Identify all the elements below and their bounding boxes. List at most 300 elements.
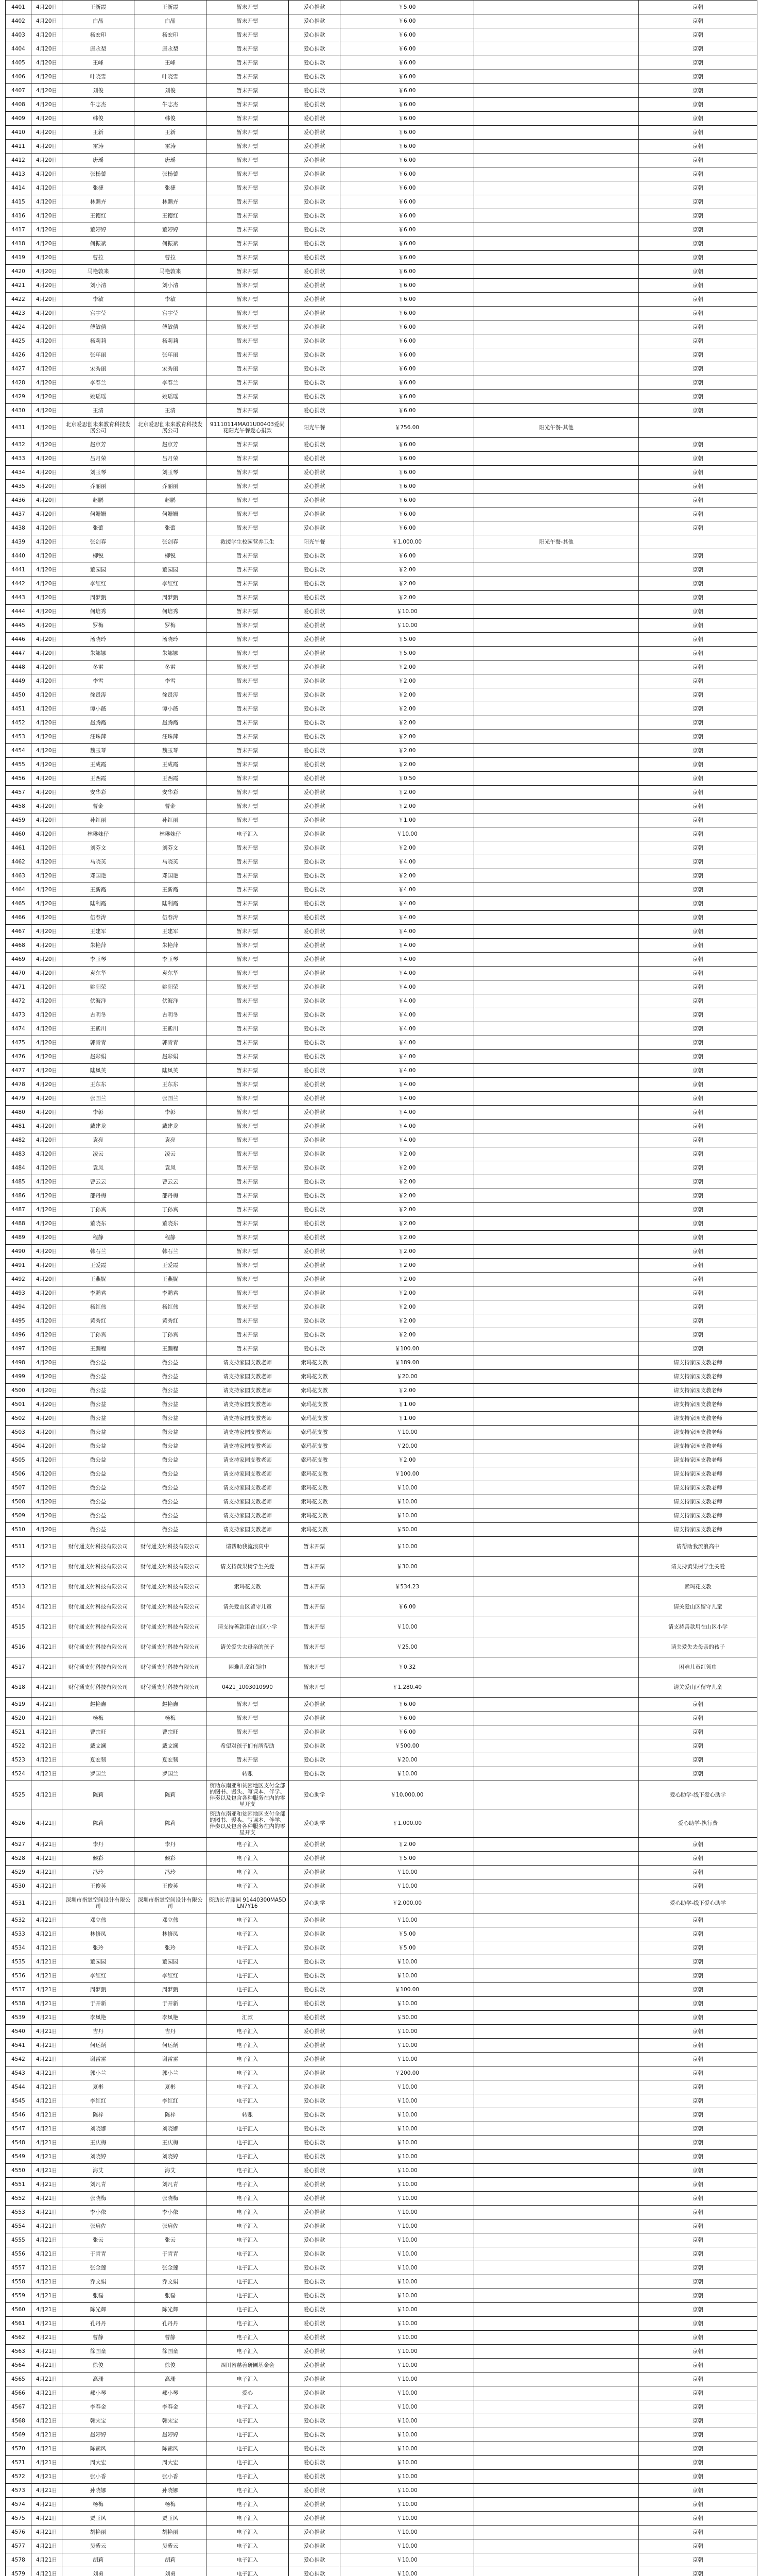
row-number: 4411 [6,140,31,154]
row-recipient: 张金莲 [134,2261,206,2275]
row-date: 4月20日 [31,1286,62,1300]
row-purpose: 爱心捐款 [289,2192,340,2206]
row-donor: 刘凡青 [62,2178,134,2192]
row-purpose: 暂未开票 [289,1537,340,1557]
row-summary: 0421_1003010990 [206,1677,289,1698]
row-number: 4413 [6,167,31,181]
row-amount: ￥10.00 [340,2567,474,2576]
row-number: 4426 [6,348,31,362]
table-row [6,1523,757,1537]
row-recipient: 戴建龙 [134,1120,206,1133]
row-remark: 京朝 [639,2108,757,2122]
row-number: 4439 [6,535,31,549]
row-summary: 暂未开票 [206,112,289,126]
row-donor: 戴文澜 [62,1739,134,1753]
row-purpose: 爱心捐款 [289,1969,340,1983]
row-allocation [474,1893,639,1913]
row-allocation [474,758,639,772]
row-number: 4528 [6,1852,31,1866]
row-remark: 京朝 [639,98,757,112]
row-summary: 暂未开票 [206,563,289,577]
row-purpose: 爱心捐款 [289,1711,340,1725]
row-donor: 韩宋宝 [62,2414,134,2428]
row-number: 4515 [6,1617,31,1637]
row-summary: 电子汇入 [206,2428,289,2442]
row-donor: 刘晓婷 [62,2150,134,2164]
row-summary: 暂未开票 [206,1,289,14]
row-date: 4月21日 [31,1657,62,1677]
row-number: 4551 [6,2178,31,2192]
table-row [6,42,757,56]
row-recipient: 财付通支付科技有限公司 [134,1617,206,1637]
row-purpose: 爱心捐款 [289,1120,340,1133]
row-purpose: 爱心捐款 [289,647,340,660]
row-amount: ￥2.00 [340,1245,474,1259]
row-remark: 京朝 [639,841,757,855]
row-purpose: 爱心捐款 [289,1314,340,1328]
row-remark: 京朝 [639,800,757,814]
row-date: 4月20日 [31,994,62,1008]
row-purpose: 索玛花支教 [289,1384,340,1398]
row-allocation [474,28,639,42]
row-recipient: 林修凤 [134,1927,206,1941]
row-recipient: 董园园 [134,563,206,577]
row-summary: 电子汇入 [206,2303,289,2317]
row-purpose: 索玛花支教 [289,1426,340,1439]
row-amount: ￥100.00 [340,1342,474,1356]
row-date: 4月21日 [31,1983,62,1997]
table-row [6,1008,757,1022]
row-remark: 京朝 [639,1078,757,1092]
row-recipient: 陈莉 [134,1809,206,1838]
table-row [6,480,757,494]
row-date: 4月20日 [31,660,62,674]
row-allocation [474,841,639,855]
row-summary: 电子汇入 [206,2512,289,2526]
row-date: 4月21日 [31,1879,62,1893]
row-remark: 京朝 [639,1342,757,1356]
table-row [6,418,757,438]
row-remark: 京朝 [639,1969,757,1983]
row-allocation [474,2498,639,2512]
row-summary: 暂未开票 [206,1120,289,1133]
row-number: 4565 [6,2372,31,2386]
row-number: 4534 [6,1941,31,1955]
row-remark: 请支持善款用在山区小学 [639,1617,757,1637]
row-summary: 暂未开票 [206,1342,289,1356]
row-date: 4月20日 [31,967,62,980]
row-date: 4月21日 [31,1809,62,1838]
row-allocation [474,744,639,758]
row-donor: 李春金 [62,2400,134,2414]
table-row [6,994,757,1008]
row-amount: ￥10.00 [340,1767,474,1781]
row-date: 4月20日 [31,1314,62,1328]
row-date: 4月20日 [31,1398,62,1412]
row-summary: 请支持家园支教老师 [206,1426,289,1439]
row-remark: 京朝 [639,2178,757,2192]
row-amount: ￥189.00 [340,1356,474,1370]
row-date: 4月20日 [31,251,62,265]
row-summary: 暂未开票 [206,605,289,619]
row-summary: 请帮助我流浪高中 [206,1537,289,1557]
row-amount: ￥6.00 [340,494,474,507]
row-date: 4月20日 [31,209,62,223]
row-date: 4月20日 [31,1161,62,1175]
row-allocation [474,1,639,14]
row-recipient: 微公益 [134,1509,206,1523]
row-date: 4月20日 [31,1300,62,1314]
row-date: 4月21日 [31,2178,62,2192]
row-recipient: 张磊 [134,2289,206,2303]
row-recipient: 傅敏倩 [134,320,206,334]
row-allocation [474,1913,639,1927]
row-purpose: 爱心捐款 [289,772,340,786]
row-recipient: 赵婷婷 [134,2428,206,2442]
row-purpose: 爱心捐款 [289,2108,340,2122]
row-donor: 王德红 [62,209,134,223]
table-row [6,14,757,28]
row-recipient: 刘俊 [134,84,206,98]
row-donor: 陆凤英 [62,1064,134,1078]
row-remark: 京朝 [639,140,757,154]
row-remark: 京朝 [639,2150,757,2164]
table-row [6,1133,757,1147]
row-amount: ￥4.00 [340,994,474,1008]
row-summary: 暂未开票 [206,939,289,953]
row-amount: ￥5.00 [340,1,474,14]
row-allocation [474,404,639,418]
row-recipient: 王紫川 [134,1022,206,1036]
row-allocation [474,563,639,577]
row-remark: 京朝 [639,452,757,466]
row-amount: ￥10.00 [340,2164,474,2178]
row-donor: 财付通支付科技有限公司 [62,1617,134,1637]
row-remark: 京朝 [639,1300,757,1314]
row-donor: 张杨蕾 [62,167,134,181]
row-donor: 王成霞 [62,758,134,772]
row-amount: ￥10.00 [340,2261,474,2275]
row-number: 4449 [6,674,31,688]
row-summary: 暂未开票 [206,98,289,112]
row-amount: ￥5.00 [340,647,474,660]
row-number: 4536 [6,1969,31,1983]
row-date: 4月21日 [31,1893,62,1913]
row-purpose: 爱心捐款 [289,2164,340,2178]
row-amount: ￥10.00 [340,2498,474,2512]
row-recipient: 张云 [134,2233,206,2247]
row-allocation [474,1008,639,1022]
row-amount: ￥6.00 [340,307,474,320]
row-remark: 京朝 [639,744,757,758]
row-purpose: 爱心捐款 [289,2136,340,2150]
row-remark: 京朝 [639,265,757,279]
row-amount: ￥6.00 [340,279,474,293]
row-recipient: 王西霞 [134,772,206,786]
row-recipient: 微公益 [134,1398,206,1412]
row-purpose: 索玛花支教 [289,1495,340,1509]
row-recipient: 北京爱思创未来教育科技发展公司 [134,418,206,438]
row-purpose: 爱心捐款 [289,2289,340,2303]
table-row [6,2053,757,2066]
row-donor: 刘芬文 [62,841,134,855]
row-date: 4月20日 [31,521,62,535]
row-remark: 京朝 [639,84,757,98]
row-purpose: 爱心捐款 [289,1698,340,1711]
row-allocation [474,1481,639,1495]
row-remark: 京朝 [639,154,757,167]
row-allocation [474,1781,639,1809]
row-number: 4465 [6,897,31,911]
row-allocation [474,772,639,786]
row-date: 4月21日 [31,2456,62,2470]
row-donor: 刘晓娜 [62,2122,134,2136]
row-summary: 暂未开票 [206,869,289,883]
row-allocation [474,2331,639,2345]
row-amount: ￥10.00 [340,2331,474,2345]
table-row [6,320,757,334]
row-remark: 京朝 [639,2303,757,2317]
row-allocation [474,1259,639,1273]
table-row [6,730,757,744]
row-allocation [474,390,639,404]
row-allocation [474,1852,639,1866]
row-donor: 赵鹏 [62,494,134,507]
row-allocation [474,2219,639,2233]
row-number: 4562 [6,2331,31,2345]
row-number: 4518 [6,1677,31,1698]
row-allocation [474,1147,639,1161]
row-purpose: 暂未开票 [289,1617,340,1637]
row-summary: 电子汇入 [206,827,289,841]
row-date: 4月20日 [31,1356,62,1370]
row-date: 4月20日 [31,897,62,911]
row-remark [639,535,757,549]
table-row [6,1997,757,2011]
row-purpose: 爱心捐款 [289,800,340,814]
row-allocation [474,1231,639,1245]
row-recipient: 财付通支付科技有限公司 [134,1537,206,1557]
row-purpose: 爱心捐款 [289,1725,340,1739]
row-recipient: 李小依 [134,2206,206,2219]
row-amount: ￥4.00 [340,1133,474,1147]
row-allocation [474,1092,639,1106]
row-date: 4月20日 [31,1050,62,1064]
row-purpose: 爱心捐款 [289,2080,340,2094]
row-date: 4月21日 [31,2512,62,2526]
row-recipient: 胡莉 [134,2553,206,2567]
row-date: 4月21日 [31,1941,62,1955]
row-summary: 电子汇入 [206,2066,289,2080]
table-row [6,716,757,730]
table-row [6,2289,757,2303]
table-row [6,390,757,404]
table-row [6,1698,757,1711]
table-row [6,535,757,549]
row-remark: 京朝 [639,1092,757,1106]
row-summary: 电子汇入 [206,2442,289,2456]
table-row [6,1838,757,1852]
row-summary: 暂未开票 [206,619,289,633]
table-row [6,2303,757,2317]
row-remark: 京朝 [639,1259,757,1273]
row-recipient: 林琳妹仔 [134,827,206,841]
row-recipient: 戴文澜 [134,1739,206,1753]
table-row [6,827,757,841]
row-donor: 曹云云 [62,1175,134,1189]
row-date: 4月21日 [31,2261,62,2275]
row-remark: 京朝 [639,1120,757,1133]
row-amount: ￥10.00 [340,2108,474,2122]
row-recipient: 徐俊 [134,2359,206,2372]
table-row [6,293,757,307]
row-date: 4月20日 [31,1328,62,1342]
row-number: 4557 [6,2261,31,2275]
row-number: 4479 [6,1092,31,1106]
row-summary: 请支持家园支教老师 [206,1398,289,1412]
row-remark: 京朝 [639,647,757,660]
row-recipient: 刘玉琴 [134,466,206,480]
row-recipient: 李凤艳 [134,2011,206,2025]
row-donor: 张玲 [62,1941,134,1955]
row-purpose: 暂未开票 [289,1597,340,1617]
row-allocation [474,251,639,265]
row-amount: ￥25.00 [340,1637,474,1657]
row-summary: 暂未开票 [206,674,289,688]
row-donor: 李小依 [62,2206,134,2219]
row-purpose: 爱心捐款 [289,2178,340,2192]
row-purpose: 爱心捐款 [289,1838,340,1852]
row-donor: 张晓梅 [62,2192,134,2206]
row-amount: ￥6.00 [340,334,474,348]
table-row [6,2442,757,2456]
row-number: 4445 [6,619,31,633]
row-amount: ￥50.00 [340,2011,474,2025]
row-recipient: 杨莉莉 [134,334,206,348]
table-row [6,1913,757,1927]
row-purpose: 爱心捐款 [289,2331,340,2345]
row-remark: 请支持黄果树学生关爱 [639,1557,757,1577]
row-recipient: 朱艳萍 [134,939,206,953]
row-date: 4月20日 [31,1259,62,1273]
row-summary: 暂未开票 [206,1036,289,1050]
row-summary: 请支持家园支教老师 [206,1453,289,1467]
row-date: 4月21日 [31,1913,62,1927]
row-date: 4月21日 [31,2053,62,2066]
row-date: 4月20日 [31,688,62,702]
row-recipient: 曹云云 [134,1175,206,1189]
row-allocation [474,1866,639,1879]
row-recipient: 陈素风 [134,2442,206,2456]
row-amount: ￥10.00 [340,2317,474,2331]
row-purpose: 爱心捐款 [289,980,340,994]
table-row [6,2331,757,2345]
row-recipient: 唐瑶 [134,154,206,167]
table-row [6,786,757,800]
row-number: 4539 [6,2011,31,2025]
row-date: 4月20日 [31,154,62,167]
row-number: 4532 [6,1913,31,1927]
row-donor: 傅敏倩 [62,320,134,334]
row-donor: 微公益 [62,1370,134,1384]
row-summary: 电子汇入 [206,2164,289,2178]
table-row [6,507,757,521]
row-remark: 请支持家园支教老师 [639,1398,757,1412]
row-number: 4418 [6,237,31,251]
row-allocation [474,2261,639,2275]
row-allocation [474,953,639,967]
row-donor: 李敏 [62,293,134,307]
row-recipient: 叶晓雪 [134,70,206,84]
row-number: 4450 [6,688,31,702]
row-purpose: 爱心捐款 [289,605,340,619]
row-donor: 周梦甄 [62,1983,134,1997]
row-remark: 京朝 [639,1273,757,1286]
table-row [6,2261,757,2275]
row-allocation [474,1175,639,1189]
row-date: 4月21日 [31,2039,62,2053]
table-row [6,1,757,14]
row-recipient: 何姗姗 [134,507,206,521]
row-remark: 京朝 [639,1133,757,1147]
table-row [6,2233,757,2247]
row-summary: 暂未开票 [206,925,289,939]
row-number: 4542 [6,2053,31,2066]
row-summary: 暂未开票 [206,28,289,42]
row-number: 4495 [6,1314,31,1328]
row-summary: 暂未开票 [206,1008,289,1022]
row-summary: 暂未开票 [206,223,289,237]
row-recipient: 王德红 [134,209,206,223]
row-recipient: 韩俊 [134,112,206,126]
row-summary: 电子汇入 [206,1941,289,1955]
row-amount: ￥20.00 [340,1753,474,1767]
row-recipient: 于开新 [134,1997,206,2011]
row-allocation [474,1203,639,1217]
row-summary: 电子汇入 [206,2470,289,2484]
row-donor: 吕月荣 [62,452,134,466]
row-allocation [474,1133,639,1147]
row-summary: 暂未开票 [206,1189,289,1203]
row-recipient: 徐国童 [134,2345,206,2359]
row-summary: 暂未开票 [206,279,289,293]
row-allocation [474,154,639,167]
row-amount: ￥4.00 [340,1050,474,1064]
row-donor: 王新霞 [62,1,134,14]
row-allocation [474,1711,639,1725]
row-amount: ￥1.00 [340,814,474,827]
row-amount: ￥6.00 [340,28,474,42]
row-donor: 罗国兰 [62,1767,134,1781]
row-purpose: 爱心捐款 [289,897,340,911]
row-remark: 京朝 [639,251,757,265]
row-amount: ￥5.00 [340,1852,474,1866]
row-summary: 暂未开票 [206,237,289,251]
row-remark: 京朝 [639,1725,757,1739]
row-purpose: 爱心捐款 [289,42,340,56]
row-number: 4484 [6,1161,31,1175]
row-donor: 张磊 [62,2289,134,2303]
row-amount: ￥10.00 [340,2470,474,2484]
row-amount: ￥2.00 [340,1384,474,1398]
row-allocation [474,466,639,480]
row-date: 4月20日 [31,674,62,688]
row-recipient: 贾玉风 [134,2512,206,2526]
row-remark: 京朝 [639,786,757,800]
row-number: 4548 [6,2136,31,2150]
row-purpose: 爱心捐款 [289,112,340,126]
row-number: 4460 [6,827,31,841]
